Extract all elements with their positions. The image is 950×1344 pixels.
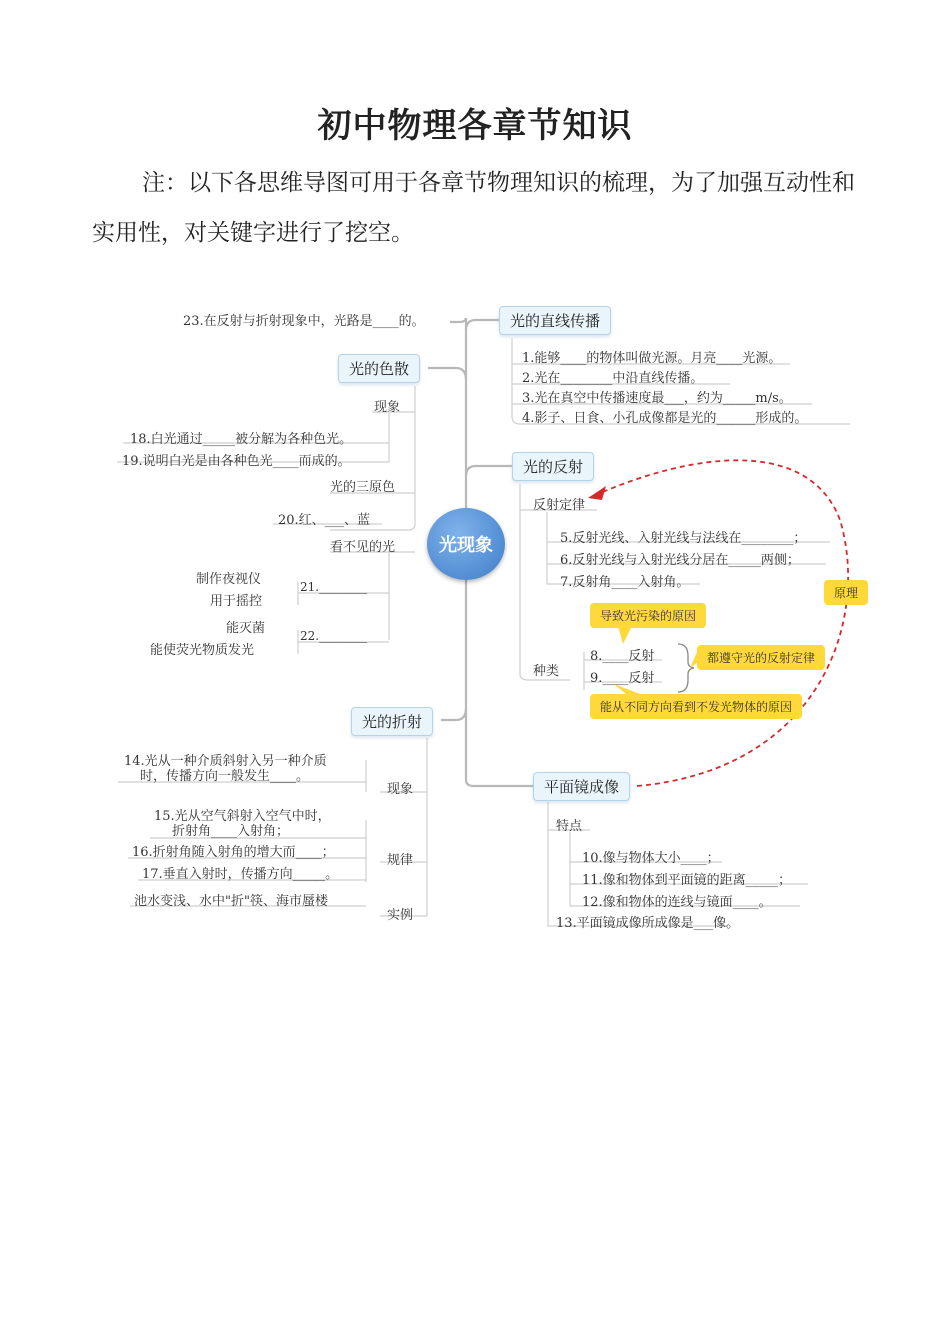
callout-light-pollution: 导致光污染的原因 — [590, 603, 706, 628]
item-12: 12.像和物体的连线与镜面____。 — [582, 895, 772, 910]
item-13: 13.平面镜成像所成像是___像。 — [556, 916, 740, 931]
label-refraction-phenomenon: 现象 — [387, 782, 414, 797]
label-remote-control: 用于摇控 — [210, 594, 263, 609]
label-examples: 实例 — [387, 908, 414, 923]
node-straight-propagation: 光的直线传播 — [499, 306, 611, 335]
intro-note: 注：以下各思维导图可用于各章节物理知识的梳理，为了加强互动性和实用性，对关键字进行了挖空。 — [92, 170, 855, 246]
label-sterilize: 能灭菌 — [226, 621, 266, 636]
label-rules: 规律 — [387, 853, 414, 868]
item-16: 16.折射角随入射角的增大而____； — [132, 845, 335, 860]
node-dispersion: 光的色散 — [338, 354, 420, 383]
label-fluorescence: 能使荧光物质发光 — [150, 643, 255, 658]
item-9: 9.____反射 — [590, 671, 655, 686]
label-invisible-light: 看不见的光 — [330, 540, 396, 555]
label-primary-colors: 光的三原色 — [330, 480, 396, 495]
label-phenomenon: 现象 — [374, 400, 401, 415]
node-refraction: 光的折射 — [351, 707, 433, 736]
callout-obey-law: 都遵守光的反射定律 — [697, 645, 825, 670]
callout-diffuse-reason: 能从不同方向看到不发光物体的原因 — [590, 694, 802, 719]
item-14-line1: 14.光从一种介质斜射入另一种介质 — [124, 754, 327, 769]
label-features: 特点 — [556, 819, 583, 834]
item-4: 4.影子、日食、小孔成像都是光的______形成的。 — [522, 411, 808, 426]
item-18: 18.白光通过_____被分解为各种色光。 — [130, 432, 353, 447]
page-title: 初中物理各章节知识 — [317, 106, 633, 146]
central-topic: 光现象 — [427, 508, 505, 580]
item-1: 1.能够____的物体叫做光源。月亮____光源。 — [522, 351, 782, 366]
node-reflection: 光的反射 — [512, 452, 594, 481]
label-types: 种类 — [533, 664, 560, 679]
item-19: 19.说明白光是由各种色光____而成的。 — [122, 454, 351, 469]
item-17: 17.垂直入射时，传播方向_____。 — [142, 867, 339, 882]
item-11: 11.像和物体到平面镜的距离_____； — [582, 873, 792, 888]
item-3: 3.光在真空中传播速度最___，约为_____m/s。 — [522, 391, 792, 406]
item-2: 2.光在________中沿直线传播。 — [522, 371, 704, 386]
item-20: 20.红、___、蓝 — [278, 513, 371, 528]
item-5: 5.反射光线、入射光线与法线在________； — [560, 531, 807, 546]
item-23: 23.在反射与折射现象中，光路是____的。 — [183, 314, 425, 329]
item-15-line1: 15.光从空气斜射入空气中时， — [154, 809, 331, 824]
callout-principle: 原理 — [824, 580, 868, 605]
node-plane-mirror: 平面镜成像 — [533, 772, 630, 801]
item-10: 10.像与物体大小____； — [582, 851, 720, 866]
item-22: 22.________ — [300, 629, 368, 643]
item-8: 8.____反射 — [590, 649, 655, 664]
item-6: 6.反射光线与入射光线分居在_____两侧； — [560, 553, 800, 568]
item-15-line2: 折射角____入射角； — [172, 824, 290, 839]
item-21: 21.________ — [300, 580, 368, 594]
label-night-vision: 制作夜视仪 — [196, 572, 262, 587]
label-examples-text: 池水变浅、水中"折"筷、海市蜃楼 — [134, 894, 328, 909]
item-14-line2: 时，传播方向一般发生____。 — [140, 769, 310, 784]
label-reflection-law: 反射定律 — [533, 498, 586, 513]
item-7: 7.反射角____入射角。 — [560, 575, 690, 590]
